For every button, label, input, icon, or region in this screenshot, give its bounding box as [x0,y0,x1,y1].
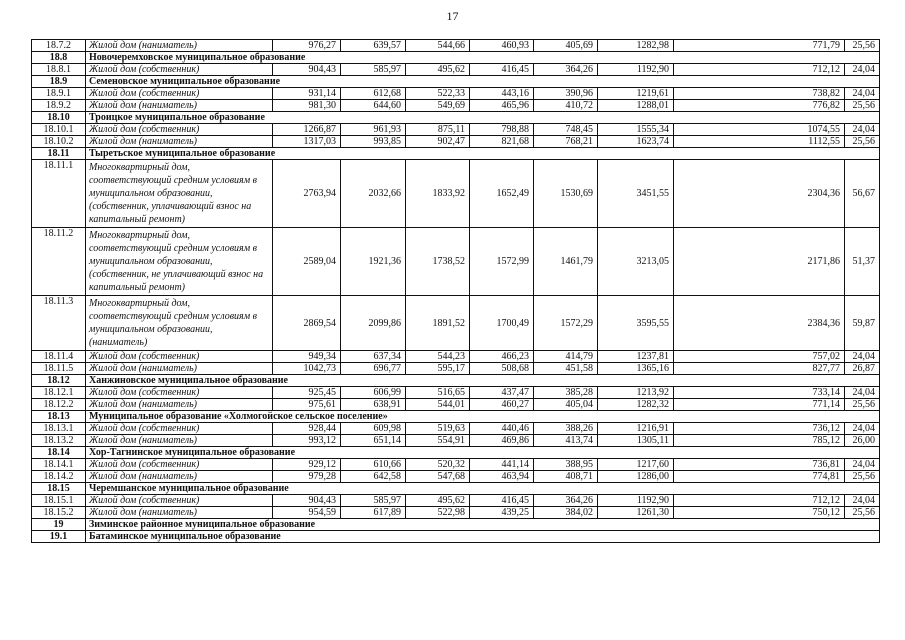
value-cell: 1305,11 [598,435,674,447]
table-row [32,124,880,136]
value-cell: 463,94 [470,471,534,483]
value-cell: 1042,73 [273,363,341,375]
value-cell: 617,89 [341,507,406,519]
housing-type: Жилой дом (наниматель) [86,507,273,519]
value-cell: 59,87 [845,296,880,351]
table-row [32,459,880,471]
tariff-table [31,39,880,543]
value-cell: 1192,90 [598,64,674,76]
housing-type: Жилой дом (собственник) [86,64,273,76]
section-title: Троицкое муниципальное образование [86,112,880,124]
value-cell: 24,04 [845,387,880,399]
value-cell: 544,01 [406,399,470,411]
housing-type: Жилой дом (собственник) [86,124,273,136]
value-cell: 1652,49 [470,160,534,228]
row-code: 18.7.2 [32,40,86,52]
value-cell: 25,56 [845,399,880,411]
value-cell: 437,47 [470,387,534,399]
row-code: 18.14.2 [32,471,86,483]
value-cell: 1891,52 [406,296,470,351]
value-cell: 26,00 [845,435,880,447]
value-cell: 469,86 [470,435,534,447]
value-cell: 439,25 [470,507,534,519]
value-cell: 2384,36 [674,296,845,351]
value-cell: 954,59 [273,507,341,519]
housing-type: Жилой дом (наниматель) [86,100,273,112]
value-cell: 771,14 [674,399,845,411]
value-cell: 3595,55 [598,296,674,351]
table-row [32,363,880,375]
housing-type: Жилой дом (наниматель) [86,363,273,375]
value-cell: 1623,74 [598,136,674,148]
row-code: 18.10 [32,112,86,124]
value-cell: 644,60 [341,100,406,112]
value-cell: 25,56 [845,507,880,519]
value-cell: 25,56 [845,40,880,52]
value-cell: 544,23 [406,351,470,363]
value-cell: 440,46 [470,423,534,435]
value-cell: 24,04 [845,124,880,136]
value-cell: 56,67 [845,160,880,228]
table-row [32,88,880,100]
value-cell: 1555,34 [598,124,674,136]
value-cell: 1288,01 [598,100,674,112]
value-cell: 757,02 [674,351,845,363]
value-cell: 24,04 [845,495,880,507]
value-cell: 961,93 [341,124,406,136]
row-code: 18.11 [32,148,86,160]
section-row [32,519,880,531]
value-cell: 405,69 [534,40,598,52]
value-cell: 1261,30 [598,507,674,519]
value-cell: 993,85 [341,136,406,148]
table-row [32,507,880,519]
row-code: 18.14 [32,447,86,459]
row-code: 18.11.5 [32,363,86,375]
row-code: 18.8.1 [32,64,86,76]
row-code: 18.13.2 [32,435,86,447]
value-cell: 1365,16 [598,363,674,375]
value-cell: 2032,66 [341,160,406,228]
row-code: 19 [32,519,86,531]
value-cell: 416,45 [470,64,534,76]
row-code: 18.10.2 [32,136,86,148]
value-cell: 925,45 [273,387,341,399]
value-cell: 388,26 [534,423,598,435]
table-row [32,160,880,228]
value-cell: 2099,86 [341,296,406,351]
value-cell: 771,79 [674,40,845,52]
housing-type: Жилой дом (собственник) [86,88,273,100]
table-row [32,495,880,507]
section-title: Батаминское муниципальное образование [86,531,880,543]
value-cell: 1237,81 [598,351,674,363]
section-row [32,411,880,423]
row-code: 18.14.1 [32,459,86,471]
value-cell: 1833,92 [406,160,470,228]
housing-type: Жилой дом (наниматель) [86,435,273,447]
value-cell: 975,61 [273,399,341,411]
value-cell: 1216,91 [598,423,674,435]
value-cell: 1282,98 [598,40,674,52]
row-code: 18.9.2 [32,100,86,112]
value-cell: 1266,87 [273,124,341,136]
row-code: 18.8 [32,52,86,64]
value-cell: 24,04 [845,423,880,435]
value-cell: 1192,90 [598,495,674,507]
value-cell: 928,44 [273,423,341,435]
value-cell: 976,27 [273,40,341,52]
value-cell: 466,23 [470,351,534,363]
value-cell: 441,14 [470,459,534,471]
value-cell: 798,88 [470,124,534,136]
value-cell: 904,43 [273,64,341,76]
value-cell: 554,91 [406,435,470,447]
row-code: 18.10.1 [32,124,86,136]
value-cell: 25,56 [845,471,880,483]
value-cell: 768,21 [534,136,598,148]
housing-type: Жилой дом (наниматель) [86,136,273,148]
table-row [32,228,880,296]
section-row [32,375,880,387]
page-number: 17 [446,9,459,23]
value-cell: 25,56 [845,136,880,148]
value-cell: 460,93 [470,40,534,52]
housing-type: Жилой дом (наниматель) [86,399,273,411]
section-title: Муниципальное образование «Холмогойское сельское поселение» [86,411,880,423]
housing-type: Многоквартирный дом, соответствующий средним условиям в муниципальном образовании, (собственник, уплачивающий взнос на капитальный ремонт) [86,160,273,228]
value-cell: 1921,36 [341,228,406,296]
value-cell: 522,33 [406,88,470,100]
value-cell: 416,45 [470,495,534,507]
row-code: 19.1 [32,531,86,543]
value-cell: 774,81 [674,471,845,483]
section-row [32,447,880,459]
value-cell: 2589,04 [273,228,341,296]
value-cell: 902,47 [406,136,470,148]
value-cell: 712,12 [674,64,845,76]
value-cell: 979,28 [273,471,341,483]
table-row [32,296,880,351]
row-code: 18.15 [32,483,86,495]
table-row [32,64,880,76]
section-row [32,52,880,64]
value-cell: 712,12 [674,495,845,507]
value-cell: 1572,99 [470,228,534,296]
value-cell: 981,30 [273,100,341,112]
value-cell: 1074,55 [674,124,845,136]
value-cell: 610,66 [341,459,406,471]
value-cell: 1282,32 [598,399,674,411]
value-cell: 612,68 [341,88,406,100]
value-cell: 639,57 [341,40,406,52]
value-cell: 522,98 [406,507,470,519]
section-title: Ханжиновское муниципальное образование [86,375,880,387]
row-code: 18.11.3 [32,296,86,351]
value-cell: 2171,86 [674,228,845,296]
value-cell: 549,69 [406,100,470,112]
value-cell: 495,62 [406,495,470,507]
value-cell: 414,79 [534,351,598,363]
value-cell: 24,04 [845,459,880,471]
value-cell: 451,58 [534,363,598,375]
table-row [32,471,880,483]
section-row [32,483,880,495]
row-code: 18.12 [32,375,86,387]
housing-type: Жилой дом (собственник) [86,495,273,507]
row-code: 18.11.4 [32,351,86,363]
section-row [32,112,880,124]
value-cell: 410,72 [534,100,598,112]
value-cell: 24,04 [845,88,880,100]
value-cell: 1217,60 [598,459,674,471]
value-cell: 384,02 [534,507,598,519]
row-code: 18.13 [32,411,86,423]
value-cell: 651,14 [341,435,406,447]
value-cell: 26,87 [845,363,880,375]
value-cell: 413,74 [534,435,598,447]
housing-type: Многоквартирный дом, соответствующий средним условиям в муниципальном образовании, (собственник, не уплачивающий взнос на капитальный ремонт) [86,228,273,296]
value-cell: 465,96 [470,100,534,112]
value-cell: 508,68 [470,363,534,375]
value-cell: 1213,92 [598,387,674,399]
value-cell: 364,26 [534,495,598,507]
table-row [32,423,880,435]
value-cell: 585,97 [341,64,406,76]
value-cell: 1317,03 [273,136,341,148]
value-cell: 385,28 [534,387,598,399]
section-title: Тыретьское муниципальное образование [86,148,880,160]
value-cell: 24,04 [845,64,880,76]
value-cell: 3451,55 [598,160,674,228]
value-cell: 3213,05 [598,228,674,296]
value-cell: 827,77 [674,363,845,375]
row-code: 18.11.2 [32,228,86,296]
value-cell: 408,71 [534,471,598,483]
section-row [32,531,880,543]
value-cell: 1530,69 [534,160,598,228]
value-cell: 736,81 [674,459,845,471]
section-title: Новочеремховское муниципальное образование [86,52,880,64]
value-cell: 929,12 [273,459,341,471]
housing-type: Жилой дом (наниматель) [86,471,273,483]
housing-type: Жилой дом (собственник) [86,351,273,363]
value-cell: 585,97 [341,495,406,507]
value-cell: 1219,61 [598,88,674,100]
row-code: 18.15.1 [32,495,86,507]
value-cell: 776,82 [674,100,845,112]
value-cell: 1700,49 [470,296,534,351]
value-cell: 642,58 [341,471,406,483]
row-code: 18.12.2 [32,399,86,411]
row-code: 18.15.2 [32,507,86,519]
table-row [32,40,880,52]
value-cell: 547,68 [406,471,470,483]
value-cell: 390,96 [534,88,598,100]
row-code: 18.13.1 [32,423,86,435]
section-title: Семеновское муниципальное образование [86,76,880,88]
value-cell: 1461,79 [534,228,598,296]
housing-type: Жилой дом (собственник) [86,423,273,435]
section-row [32,148,880,160]
table-row [32,351,880,363]
value-cell: 733,14 [674,387,845,399]
value-cell: 821,68 [470,136,534,148]
housing-type: Жилой дом (наниматель) [86,40,273,52]
value-cell: 544,66 [406,40,470,52]
housing-type: Многоквартирный дом, соответствующий средним условиям в муниципальном образовании, (наниматель) [86,296,273,351]
table-row [32,435,880,447]
value-cell: 609,98 [341,423,406,435]
value-cell: 51,37 [845,228,880,296]
value-cell: 388,95 [534,459,598,471]
value-cell: 638,91 [341,399,406,411]
section-title: Хор-Тагнинское муниципальное образование [86,447,880,459]
value-cell: 637,34 [341,351,406,363]
table-row [32,136,880,148]
value-cell: 875,11 [406,124,470,136]
value-cell: 904,43 [273,495,341,507]
value-cell: 748,45 [534,124,598,136]
section-title: Зиминское районное муниципальное образование [86,519,880,531]
value-cell: 993,12 [273,435,341,447]
section-title: Черемшанское муниципальное образование [86,483,880,495]
value-cell: 24,04 [845,351,880,363]
housing-type: Жилой дом (собственник) [86,459,273,471]
value-cell: 519,63 [406,423,470,435]
value-cell: 2869,54 [273,296,341,351]
value-cell: 2763,94 [273,160,341,228]
value-cell: 738,82 [674,88,845,100]
row-code: 18.9.1 [32,88,86,100]
value-cell: 364,26 [534,64,598,76]
value-cell: 1572,29 [534,296,598,351]
value-cell: 949,34 [273,351,341,363]
value-cell: 1286,00 [598,471,674,483]
table-row [32,387,880,399]
value-cell: 2304,36 [674,160,845,228]
value-cell: 495,62 [406,64,470,76]
row-code: 18.9 [32,76,86,88]
value-cell: 460,27 [470,399,534,411]
value-cell: 736,12 [674,423,845,435]
value-cell: 750,12 [674,507,845,519]
value-cell: 696,77 [341,363,406,375]
value-cell: 595,17 [406,363,470,375]
row-code: 18.12.1 [32,387,86,399]
value-cell: 443,16 [470,88,534,100]
value-cell: 606,99 [341,387,406,399]
housing-type: Жилой дом (собственник) [86,387,273,399]
value-cell: 516,65 [406,387,470,399]
value-cell: 1738,52 [406,228,470,296]
value-cell: 785,12 [674,435,845,447]
value-cell: 1112,55 [674,136,845,148]
table-row [32,399,880,411]
row-code: 18.11.1 [32,160,86,228]
value-cell: 931,14 [273,88,341,100]
table-row [32,100,880,112]
section-row [32,76,880,88]
value-cell: 405,04 [534,399,598,411]
value-cell: 25,56 [845,100,880,112]
value-cell: 520,32 [406,459,470,471]
